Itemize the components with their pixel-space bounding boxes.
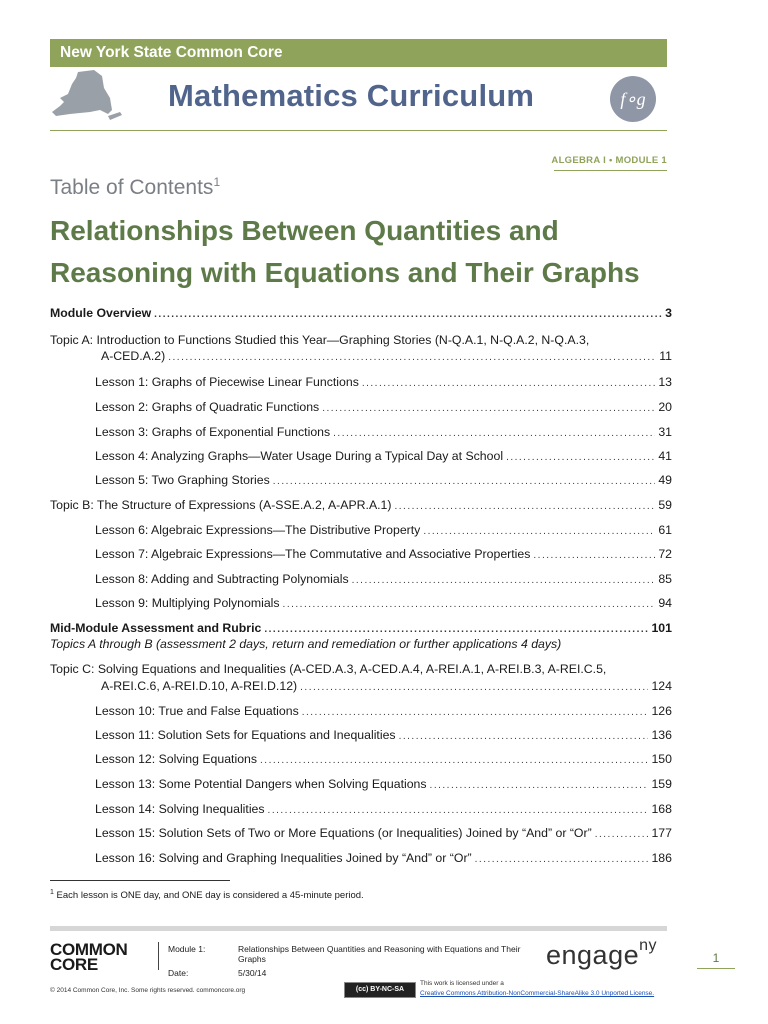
engageny-logo: engage$^{ny}$ bbox=[546, 937, 658, 970]
module-label: ALGEBRA I • MODULE 1 bbox=[551, 155, 667, 166]
module-title-line2: Reasoning with Equations and Their Graphs bbox=[50, 257, 640, 288]
toc-entry-lesson-3[interactable]: Lesson 3: Graphs of Exponential Functions ..... 31 bbox=[95, 425, 672, 439]
toc-entry-topic-c[interactable]: A-REI.C.6, A-REI.D.10, A-REI.D.12) ..... 124 bbox=[101, 679, 672, 693]
toc-entry-lesson-4[interactable]: Lesson 4: Analyzing Graphs—Water Usage During a Typical Day at School ..... 41 bbox=[95, 449, 672, 463]
toc-entry-lesson-8[interactable]: Lesson 8: Adding and Subtracting Polynomials ..... 85 bbox=[95, 572, 672, 586]
license-text: This work is licensed under a bbox=[420, 980, 504, 987]
mid-module-note: Topics A through B (assessment 2 days, return and remediation or further applications 4 days) bbox=[50, 637, 562, 651]
toc-entry-topic-a-line1[interactable]: Topic A: Introduction to Functions Studied this Year—Graphing Stories (N-Q.A.1, N-Q.A.2, N-Q.A.3, bbox=[50, 333, 590, 347]
toc-entry-module-overview[interactable]: Module Overview ..... 3 bbox=[50, 306, 672, 320]
toc-entry-lesson-10[interactable]: Lesson 10: True and False Equations ..... 126 bbox=[95, 704, 672, 718]
toc-heading: Table of Contents$^1$ bbox=[50, 175, 221, 199]
toc-entry-lesson-6[interactable]: Lesson 6: Algebraic Expressions—The Distributive Property ..... 61 bbox=[95, 523, 672, 537]
toc-entry-lesson-7[interactable]: Lesson 7: Algebraic Expressions—The Commutative and Associative Properties ..... 72 bbox=[95, 547, 672, 561]
footer-module-key: Module 1: bbox=[168, 944, 206, 954]
footer-logo-divider bbox=[158, 942, 159, 970]
toc-entry-lesson-12[interactable]: Lesson 12: Solving Equations ..... 150 bbox=[95, 752, 672, 766]
footer-bar bbox=[50, 926, 667, 931]
toc-entry-lesson-13[interactable]: Lesson 13: Some Potential Dangers when Solving Equations ..... 159 bbox=[95, 777, 672, 791]
fog-logo: f∘g bbox=[610, 76, 656, 122]
footnote: $^1$ Each lesson is ONE day, and ONE day is considered a 45-minute period. bbox=[50, 889, 364, 902]
toc-entry-lesson-2[interactable]: Lesson 2: Graphs of Quadratic Functions ..... 20 bbox=[95, 400, 672, 414]
toc-entry-topic-c-line1[interactable]: Topic C: Solving Equations and Inequalities (A-CED.A.3, A-CED.A.4, A-REI.A.1, A-REI.B.3, A-REI.C.5, bbox=[50, 662, 607, 676]
toc-entry-lesson-11[interactable]: Lesson 11: Solution Sets for Equations and Inequalities ..... 136 bbox=[95, 728, 672, 742]
toc-entry-lesson-9[interactable]: Lesson 9: Multiplying Polynomials ..... 94 bbox=[95, 596, 672, 610]
footer-date-value: 5/30/14 bbox=[238, 968, 267, 978]
header-divider bbox=[50, 130, 667, 131]
page-number: 1 bbox=[712, 951, 720, 965]
footer-date-key: Date: bbox=[168, 968, 189, 978]
toc-entry-topic-b[interactable]: Topic B: The Structure of Expressions (A-SSE.A.2, A-APR.A.1) ..... 59 bbox=[50, 498, 672, 512]
footnote-ref: 1 bbox=[213, 175, 221, 189]
module-title bbox=[50, 210, 690, 294]
toc-entry-lesson-15[interactable]: Lesson 15: Solution Sets of Two or More Equations (or Inequalities) Joined by “And” or “Or” ..... 177 bbox=[95, 826, 672, 840]
toc-entry-lesson-5[interactable]: Lesson 5: Two Graphing Stories ..... 49 bbox=[95, 473, 672, 487]
page-number-underline bbox=[697, 968, 735, 969]
module-title-line1: Relationships Between Quantities and bbox=[50, 215, 559, 246]
cc-by-nc-sa-badge: (cc) BY-NC-SA bbox=[344, 982, 416, 998]
license-link[interactable]: Creative Commons Attribution-NonCommercial-ShareAlike 3.0 Unported License. bbox=[420, 990, 655, 997]
toc-entry-lesson-14[interactable]: Lesson 14: Solving Inequalities ..... 168 bbox=[95, 802, 672, 816]
footer-module-value: Relationships Between Quantities and Reasoning with Equations and Their Graphs bbox=[238, 944, 521, 964]
curriculum-title: Mathematics Curriculum bbox=[168, 78, 535, 113]
copyright-notice: © 2014 Common Core, Inc. Some rights reserved. commoncore.org bbox=[50, 987, 246, 994]
common-core-logo: COMMON CORE bbox=[50, 940, 128, 974]
module-label-underline bbox=[554, 170, 667, 171]
toc-entry-lesson-1[interactable]: Lesson 1: Graphs of Piecewise Linear Functions ..... 13 bbox=[95, 375, 672, 389]
footnote-divider bbox=[50, 880, 230, 881]
toc-entry-lesson-16[interactable]: Lesson 16: Solving and Graphing Inequalities Joined by “And” or “Or” ..... 186 bbox=[95, 851, 672, 865]
header-banner: New York State Common Core bbox=[50, 39, 667, 67]
new-york-state-map-icon bbox=[50, 70, 122, 126]
toc-entry-topic-a[interactable]: A-CED.A.2) ..... 11 bbox=[101, 349, 672, 363]
toc-entry-mid-module-assessment[interactable]: Mid-Module Assessment and Rubric ..... 101 bbox=[50, 621, 672, 635]
